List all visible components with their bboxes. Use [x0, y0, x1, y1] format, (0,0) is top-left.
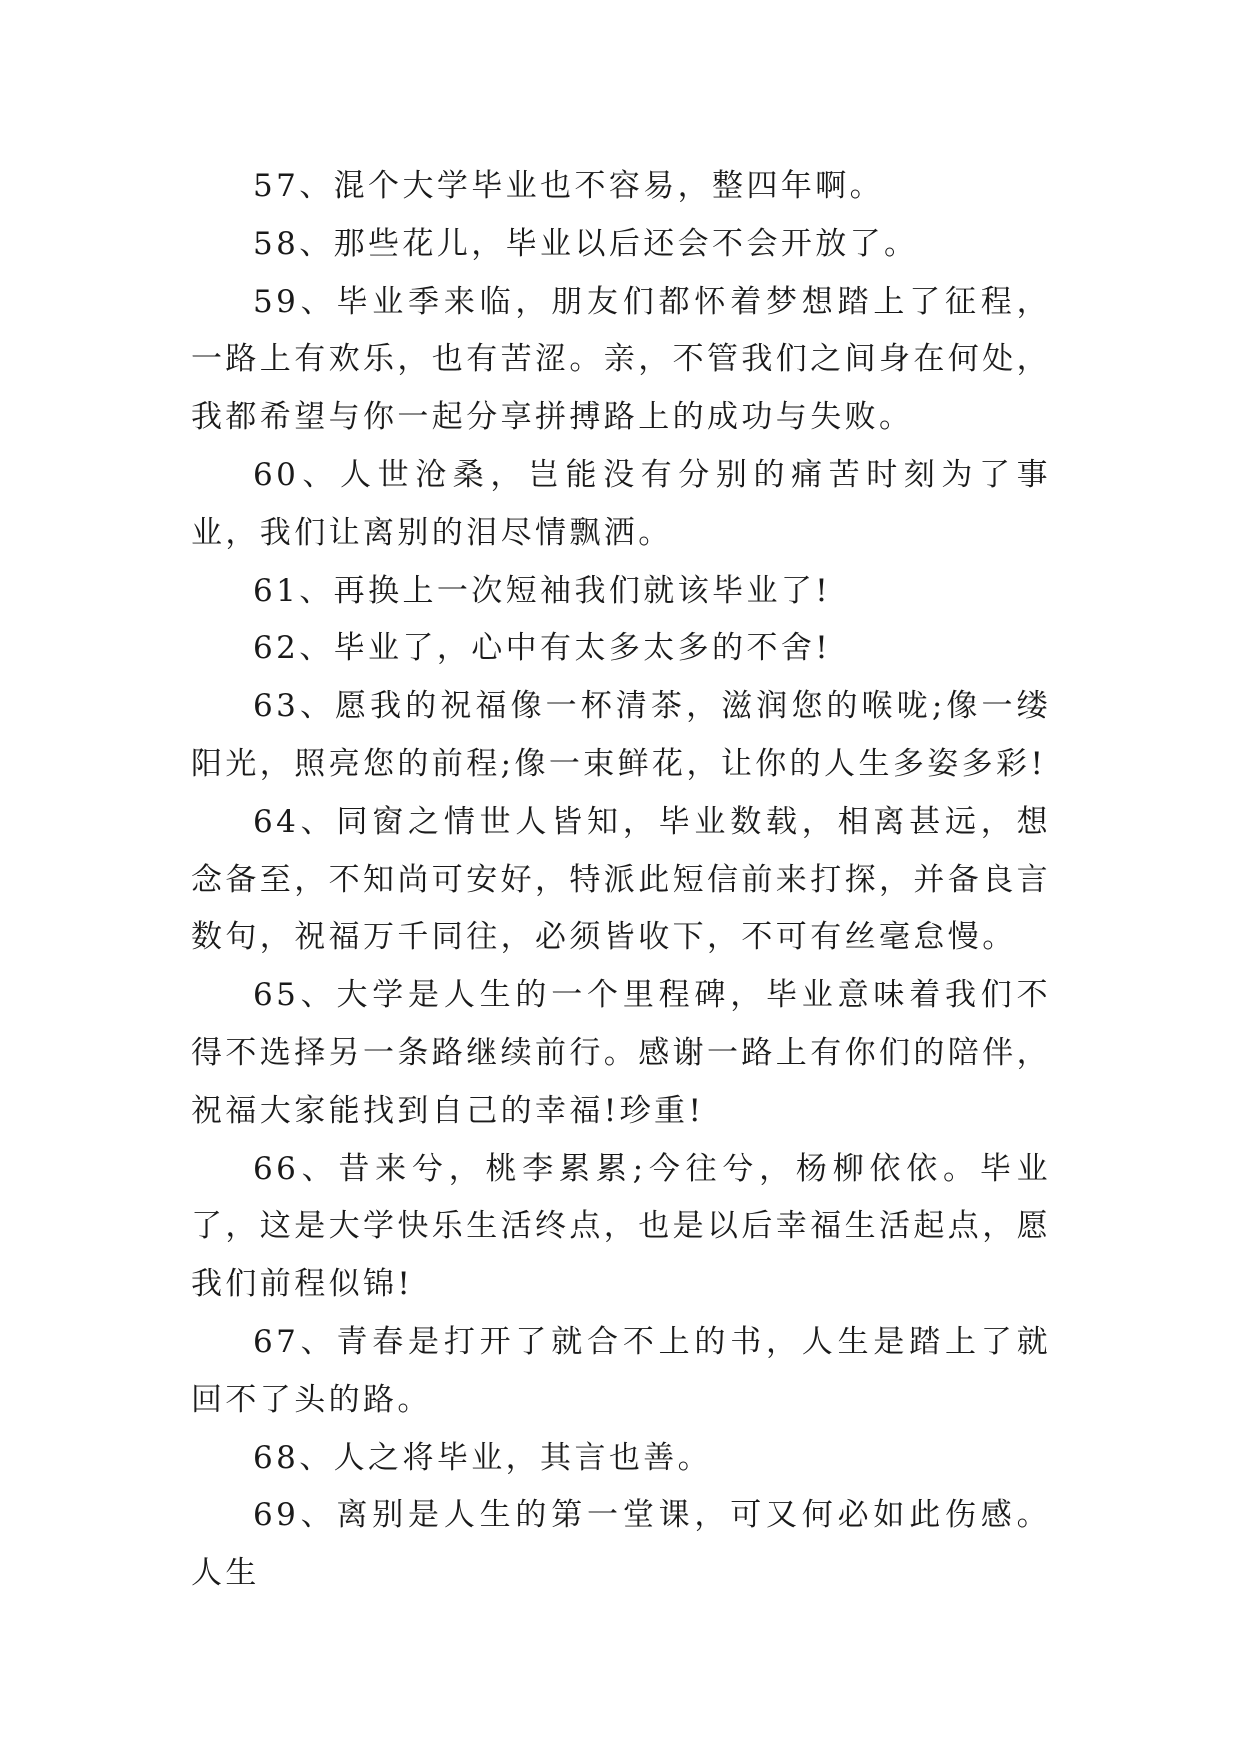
paragraph-65: 65、大学是人生的一个里程碑，毕业意味着我们不得不选择另一条路继续前行。感谢一路上有你们的陪伴，祝福大家能找到自己的幸福!珍重!: [191, 977, 1051, 1129]
paragraph-66: 66、昔来兮，桃李累累;今往兮，杨柳依依。毕业了，这是大学快乐生活终点，也是以后幸福生活起点，愿我们前程似锦!: [191, 1150, 1051, 1303]
document-body: [191, 158, 1051, 1603]
paragraph-63: 63、愿我的祝福像一杯清茶，滋润您的喉咙;像一缕阳光，照亮您的前程;像一束鲜花，让你的人生多姿多彩!: [191, 688, 1051, 782]
paragraph-64: 64、同窗之情世人皆知，毕业数载，相离甚远，想念备至，不知尚可安好，特派此短信前来打探，并备良言数句，祝福万千同往，必须皆收下，不可有丝毫怠慢。: [191, 803, 1051, 956]
paragraph-61: 61、再换上一次短袖我们就该毕业了!: [253, 572, 832, 609]
paragraph-60: 60、人世沧桑，岂能没有分别的痛苦时刻为了事业，我们让离别的泪尽情飘洒。: [191, 456, 1051, 551]
paragraph-58: 58、那些花儿，毕业以后还会不会开放了。: [253, 225, 919, 262]
paragraph-69: 69、离别是人生的第一堂课，可又何必如此伤感。人生: [191, 1497, 1051, 1592]
paragraph-57: 57、混个大学毕业也不容易，整四年啊。: [253, 168, 885, 204]
paragraph-67: 67、青春是打开了就合不上的书，人生是踏上了就回不了头的路。: [191, 1323, 1051, 1418]
paragraph-62: 62、毕业了，心中有太多太多的不舍!: [253, 630, 832, 667]
paragraph-59: 59、毕业季来临，朋友们都怀着梦想踏上了征程，一路上有欢乐，也有苦涩。亲，不管我们之间身在何处，我都希望与你一起分享拼搏路上的成功与失败。: [191, 283, 1051, 436]
paragraph-68: 68、人之将毕业，其言也善。: [253, 1439, 713, 1476]
